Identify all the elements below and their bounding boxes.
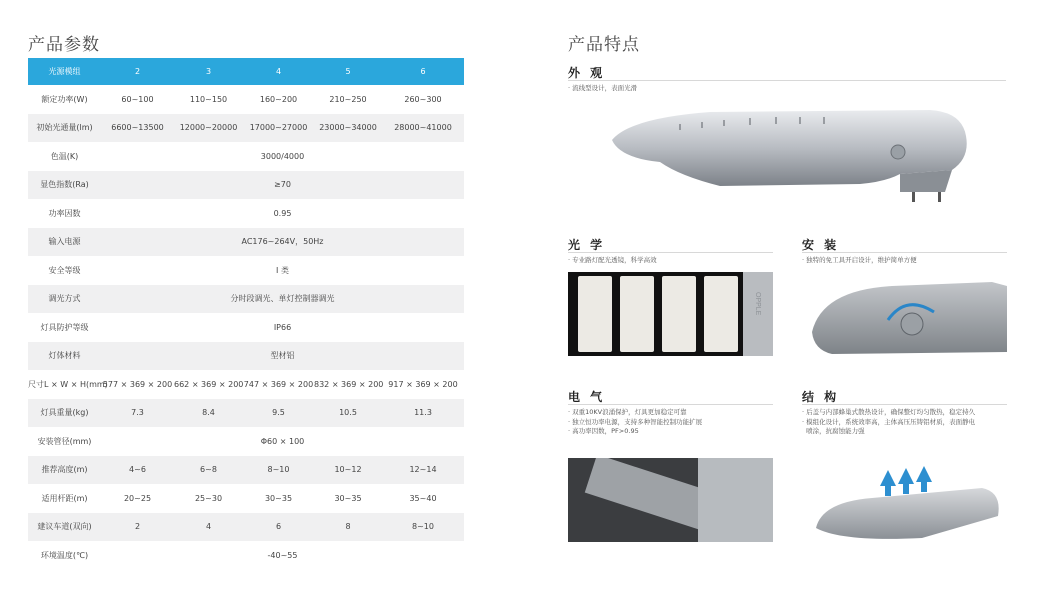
header-module-cell: 3 [174, 58, 243, 85]
table-row [28, 199, 464, 228]
table-cell: 662 × 369 × 200 [174, 379, 244, 389]
divider [568, 80, 1006, 81]
table-cell: 17000~27000 [243, 114, 314, 143]
row-label: 灯体材料 [28, 342, 101, 371]
table-cell: 8.4 [174, 399, 243, 428]
table-cell: 4~6 [101, 456, 174, 485]
row-label: 灯具重量(kg) [28, 399, 101, 428]
table-row [28, 313, 464, 342]
divider [802, 252, 1007, 253]
table-row [28, 370, 464, 399]
table-cell: 10~12 [314, 456, 382, 485]
table-row [28, 342, 464, 371]
install-heading: 安 装 [802, 238, 840, 252]
optics-heading: 光 学 [568, 238, 606, 252]
table-cell: ≥70 [101, 171, 464, 200]
feature-line: 喷涂，抗腐蚀能力强 [802, 427, 865, 435]
feature-line: · 流线型设计，表面光滑 [568, 84, 638, 92]
table-row [28, 171, 464, 200]
feature-line: · 专业路灯配光透镜，科学高效 [568, 256, 657, 264]
row-label: 灯具防护等级 [40, 322, 89, 332]
left-section-title: 产品参数 [28, 35, 100, 55]
exterior-heading: 外 观 [568, 66, 606, 80]
row-label: 安全等级 [48, 265, 81, 275]
header-label-cell: 光源模组 [28, 58, 101, 85]
table-cell: 6~8 [174, 456, 243, 485]
row-label: 额定功率(W) [41, 94, 88, 104]
structure-text [802, 408, 975, 437]
table-cell: 23000~34000 [314, 114, 382, 143]
row-label: 适用杆距(m) [41, 493, 88, 503]
table-cell: 12000~20000 [174, 114, 243, 143]
table-cell: 3000/4000 [260, 151, 305, 161]
table-cell: 12~14 [382, 456, 464, 485]
table-cell: 6 [243, 513, 314, 542]
header-module-cell: 4 [243, 58, 314, 85]
table-cell: AC176~264V，50Hz [101, 228, 464, 257]
table-row [28, 399, 464, 428]
table-cell: 917 × 369 × 200 [388, 379, 458, 389]
optics-text [568, 256, 657, 266]
table-cell: 10.5 [314, 399, 382, 428]
table-row [28, 484, 464, 513]
feature-line: · 双重10KV浪涌保护，灯具更加稳定可靠 [568, 408, 687, 416]
table-row [28, 513, 464, 542]
divider [802, 404, 1007, 405]
table-cell: 28000~41000 [382, 114, 464, 143]
divider [568, 252, 773, 253]
table-cell: 210~250 [329, 94, 367, 104]
table-cell: 7.3 [101, 399, 174, 428]
table-row [28, 285, 464, 314]
table-cell: 8 [314, 513, 382, 542]
driver-image [568, 458, 773, 542]
install-text [802, 256, 917, 266]
table-cell: 分时段调光、单灯控制器调光 [101, 285, 464, 314]
row-label: 显色指数(Ra) [28, 171, 101, 200]
feature-line: · 后盖与内部蜂巢式散热设计，确保整灯均匀散热，稳定持久 [802, 408, 976, 416]
row-label: 推荐高度(m) [28, 456, 101, 485]
table-row [28, 142, 464, 171]
row-label: 安装管径(mm) [37, 436, 92, 446]
row-label: 初始光通量(lm) [28, 114, 101, 143]
header-module-cell: 2 [101, 58, 174, 85]
table-row [28, 456, 464, 485]
row-label: 建议车道(双向) [28, 513, 101, 542]
brand-mark: OPPLE [754, 292, 761, 316]
table-cell: 8~10 [382, 513, 464, 542]
table-cell: 4 [174, 513, 243, 542]
table-cell: IP66 [273, 322, 292, 332]
heat-dissipation-image [802, 458, 1007, 542]
table-cell: 110~150 [189, 94, 228, 104]
table-cell: I 类 [276, 265, 289, 275]
right-section-title: 产品特点 [568, 35, 640, 55]
led-module-image [568, 272, 773, 356]
table-cell: 30~35 [264, 493, 293, 503]
table-cell: 35~40 [409, 493, 437, 503]
spec-table [28, 58, 464, 570]
table-cell: 260~300 [404, 94, 442, 104]
table-cell: 832 × 369 × 200 [314, 379, 384, 389]
table-row [28, 114, 464, 143]
table-cell: 160~200 [259, 94, 298, 104]
row-label: 环境温度(℃) [40, 550, 89, 560]
divider [568, 404, 773, 405]
table-cell: 60~100 [121, 94, 154, 104]
table-row [28, 256, 464, 285]
table-cell: 型材铝 [101, 342, 464, 371]
feature-line: · 独特的免工具开启设计，维护简单方便 [802, 256, 917, 264]
table-row [28, 85, 464, 114]
table-cell: 9.5 [243, 399, 314, 428]
row-label: 输入电源 [28, 228, 101, 257]
table-row [28, 427, 464, 456]
header-module-cell: 6 [382, 58, 464, 85]
table-row [28, 541, 464, 570]
row-label: 调光方式 [28, 285, 101, 314]
row-label: 尺寸L × W × H(mm) [28, 379, 108, 389]
electric-text [568, 408, 702, 437]
table-cell: 20~25 [123, 493, 152, 503]
table-cell: 2 [101, 513, 174, 542]
tool-free-opening-image [802, 272, 1007, 356]
row-label: 色温(K) [50, 151, 79, 161]
table-cell: 577 × 369 × 200 [102, 379, 173, 389]
header-module-cell: 5 [314, 58, 382, 85]
exterior-text [568, 84, 637, 94]
feature-line: · 模组化设计，系统效率高，主体高压压铸铝材质，表面静电 [802, 417, 976, 426]
table-cell: 0.95 [273, 208, 292, 218]
table-cell: Φ60 × 100 [260, 436, 305, 446]
electric-heading: 电 气 [568, 390, 606, 404]
table-cell: 747 × 369 × 200 [243, 379, 314, 389]
feature-line: · 独立恒功率电源，支持多种智能控制功能扩展 [568, 417, 703, 426]
table-cell: 25~30 [194, 493, 223, 503]
table-cell: 8~10 [243, 456, 314, 485]
row-label: 功率因数 [48, 208, 81, 218]
table-cell: 30~35 [334, 493, 362, 503]
streetlight-exterior-image [600, 100, 980, 210]
table-cell: 6600~13500 [101, 114, 174, 143]
table-cell: -40~55 [267, 550, 298, 560]
table-cell: 11.3 [382, 399, 464, 428]
feature-line: · 高功率因数，PF>0.95 [568, 427, 639, 435]
structure-heading: 结 构 [802, 390, 840, 404]
table-header-row [28, 58, 464, 85]
table-row [28, 228, 464, 257]
